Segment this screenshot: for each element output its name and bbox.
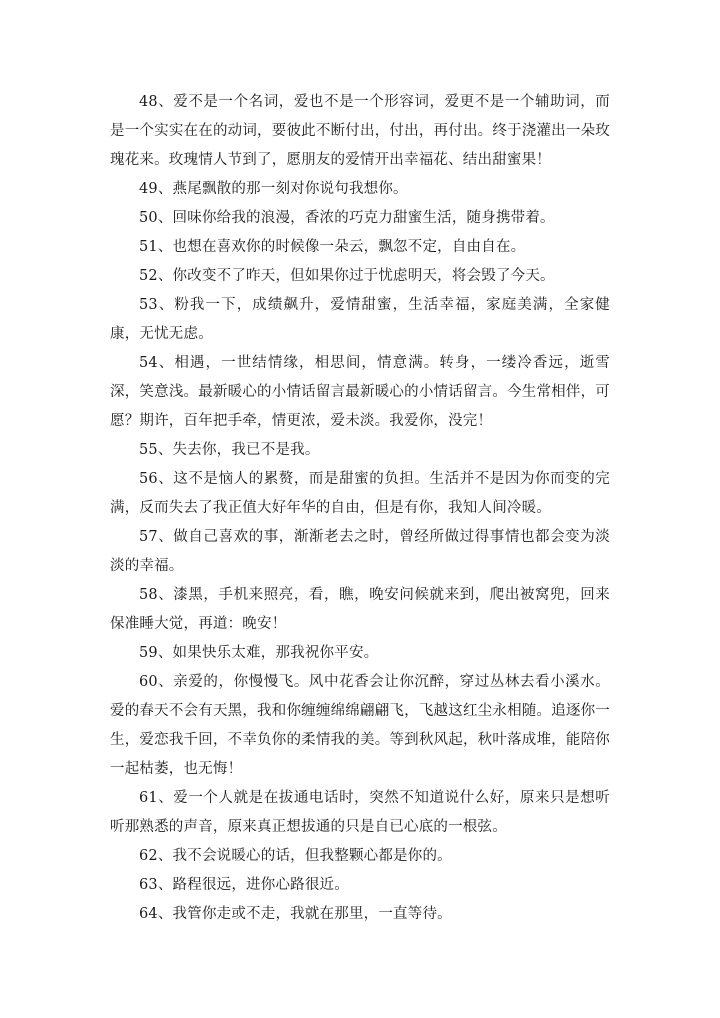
paragraph-54: 54、相遇，一世结情缘，相思间，情意满。转身，一缕冷香远，逝雪深，笑意浅。最新暖心的小情话留言最新暖心的小情话留言。今生常相伴，可愿？期许，百年把手牵，情更浓，爱未淡。我爱你，没完！ — [110, 355, 610, 429]
paragraph-60: 60、亲爱的，你慢慢飞。风中花香会让你沉醉，穿过丛林去看小溪水。爱的春天不会有天黑，我和你缠缠绵绵翩翩飞，飞越这红尘永相随。追逐你一生，爱恋我千回，不幸负你的柔情我的美。等到秋风起，秋叶落成堆，能陪你一起枯萎，也无悔！ — [110, 674, 610, 777]
paragraph-62: 62、我不会说暖心的话，但我整颗心都是你的。 — [139, 848, 452, 864]
paragraph-63: 63、路程很远，进你心路很近。 — [139, 877, 349, 893]
paragraph-61: 61、爱一个人就是在拔通电话时，突然不知道说什么好，原来只是想听听那熟悉的声音，原来真正想拔通的只是自已心底的一根弦。 — [110, 790, 610, 835]
paragraph-48: 48、爱不是一个名词，爱也不是一个形容词，爱更不是一个辅助词，而是一个实实在在的动词，要彼此不断付出，付出，再付出。终于浇灌出一朵玫瑰花来。玫瑰情人节到了，愿朋友的爱情开出幸福花、结出甜蜜果！ — [110, 94, 610, 168]
paragraph-57: 57、做自己喜欢的事，渐渐老去之时，曾经所做过得事情也都会变为淡淡的幸福。 — [110, 529, 610, 574]
paragraph-51: 51、也想在喜欢你的时候像一朵云，飘忽不定，自由自在。 — [139, 239, 526, 255]
paragraph-50: 50、回味你给我的浪漫，香浓的巧克力甜蜜生活，随身携带着。 — [139, 210, 555, 226]
paragraph-64: 64、我管你走或不走，我就在那里，一直等待。 — [139, 906, 452, 922]
document-page — [110, 88, 610, 929]
paragraph-53: 53、粉我一下，成绩飙升，爱情甜蜜，生活幸福，家庭美满，全家健康，无忧无虑。 — [110, 297, 610, 342]
paragraph-56: 56、这不是恼人的累赘，而是甜蜜的负担。生活并不是因为你而变的完满，反而失去了我正值大好年华的自由，但是有你，我知人间冷暖。 — [110, 471, 610, 516]
paragraph-49: 49、燕尾飘散的那一刻对你说句我想你。 — [139, 181, 408, 197]
paragraph-55: 55、失去你，我已不是我。 — [139, 442, 320, 458]
paragraph-58: 58、漆黑，手机来照亮，看，瞧，晚安问候就来到，爬出被窝兜，回来保准睡大觉，再道：晚安！ — [110, 587, 610, 632]
paragraph-52: 52、你改变不了昨天，但如果你过于忧虑明天，将会毁了今天。 — [139, 268, 555, 284]
paragraph-59: 59、如果快乐太难，那我祝你平安。 — [139, 645, 379, 661]
